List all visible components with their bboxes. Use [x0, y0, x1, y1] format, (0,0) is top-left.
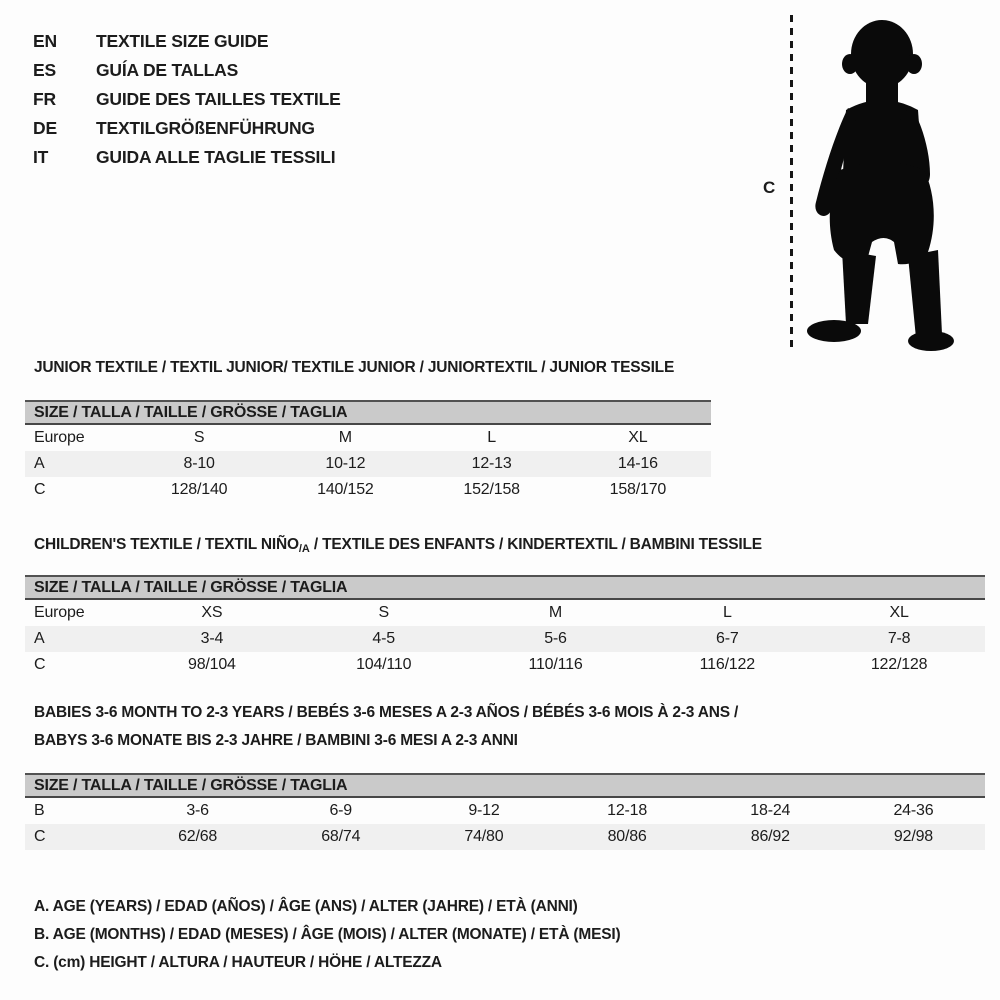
babies-size-bar: SIZE / TALLA / TAILLE / GRÖSSE / TAGLIA [25, 773, 985, 798]
table-row [25, 798, 985, 824]
table-cell: 3-4 [200, 630, 224, 647]
table-cell: L [487, 429, 496, 446]
table-cell: 110/116 [528, 656, 583, 673]
table-cell: 68/74 [321, 828, 361, 845]
row-label: C [34, 828, 46, 845]
table-cell: XL [889, 604, 909, 621]
table-cell: M [338, 429, 352, 446]
table-cell: 8-10 [183, 455, 215, 472]
table-cell: 140/152 [317, 481, 374, 498]
children-table [25, 575, 985, 678]
table-row [25, 626, 985, 652]
row-label: Europe [34, 429, 85, 446]
table-row [25, 451, 711, 477]
table-cell: 74/80 [464, 828, 504, 845]
note-b: B. AGE (MONTHS) / EDAD (MESES) / ÂGE (MOIS) / ALTER (MONATE) / ETÀ (MESI) [34, 926, 621, 943]
table-row [25, 652, 985, 678]
table-cell: M [548, 604, 563, 621]
children-size-bar: SIZE / TALLA / TAILLE / GRÖSSE / TAGLIA [25, 575, 985, 600]
row-label: C [34, 656, 46, 673]
table-cell: 104/110 [356, 656, 412, 673]
language-title: GUIDA ALLE TAGLIE TESSILI [96, 147, 336, 167]
junior-heading: JUNIOR TEXTILE / TEXTIL JUNIOR/ TEXTILE JUNIOR / JUNIORTEXTIL / JUNIOR TESSILE [34, 359, 675, 376]
table-row [25, 425, 711, 451]
row-label: Europe [34, 604, 85, 621]
note-a: A. AGE (YEARS) / EDAD (AÑOS) / ÂGE (ANS) / ALTER (JAHRE) / ETÀ (ANNI) [34, 898, 578, 915]
note-c: C. (cm) HEIGHT / ALTURA / HAUTEUR / HÖHE / ALTEZZA [34, 954, 442, 971]
row-label: A [34, 630, 45, 647]
table-cell: 7-8 [887, 630, 911, 647]
language-row-en [33, 27, 341, 56]
table-cell: 86/92 [750, 828, 790, 845]
children-heading [34, 531, 762, 563]
table-row [25, 477, 711, 503]
row-label: B [34, 802, 45, 819]
table-cell: 10-12 [325, 455, 366, 472]
language-title: TEXTILE SIZE GUIDE [96, 31, 269, 51]
babies-heading-line2: BABYS 3-6 MONATE BIS 2-3 JAHRE / BAMBINI 3-6 MESI A 2-3 ANNI [34, 732, 518, 749]
table-cell: 12-13 [471, 455, 512, 472]
junior-size-bar: SIZE / TALLA / TAILLE / GRÖSSE / TAGLIA [25, 400, 711, 425]
height-dotted-line [790, 15, 793, 347]
table-cell: 152/158 [463, 481, 520, 498]
table-cell: L [722, 604, 732, 621]
language-row-fr [33, 85, 341, 114]
language-title: TEXTILGRÖßENFÜHRUNG [96, 118, 315, 138]
children-heading-pre: CHILDREN'S TEXTILE / TEXTIL NIÑO [34, 536, 299, 553]
table-cell: 98/104 [188, 656, 236, 673]
table-cell: 24-36 [893, 802, 934, 819]
language-row-es [33, 56, 341, 85]
children-heading-post: / TEXTILE DES ENFANTS / KINDERTEXTIL / BAMBINI TESSILE [309, 536, 762, 553]
babies-heading [34, 699, 738, 755]
row-label: A [34, 455, 45, 472]
language-code: DE [33, 118, 57, 138]
table-cell: S [193, 429, 205, 446]
junior-table [25, 400, 711, 503]
table-cell: 5-6 [544, 630, 567, 647]
language-code: ES [33, 60, 56, 80]
children-heading-sub: /A [298, 543, 310, 555]
table-cell: 9-12 [468, 802, 500, 819]
babies-table [25, 773, 985, 850]
language-list [33, 27, 341, 172]
table-cell: 122/128 [870, 656, 928, 673]
language-title: GUÍA DE TALLAS [96, 60, 239, 80]
language-code: FR [33, 89, 56, 109]
babies-heading-line1: BABIES 3-6 MONTH TO 2-3 YEARS / BEBÉS 3-6 MESES A 2-3 AÑOS / BÉBÉS 3-6 MOIS À 2-3 ANS / [34, 704, 739, 721]
legend-notes [34, 893, 620, 977]
table-cell: 128/140 [170, 481, 228, 498]
toddler-silhouette-icon [800, 12, 965, 352]
table-cell: 14-16 [617, 455, 658, 472]
table-cell: XL [628, 429, 648, 446]
row-label: C [34, 481, 46, 498]
table-cell: 3-6 [186, 802, 209, 819]
table-cell: 116/122 [699, 656, 755, 673]
table-cell: 158/170 [609, 481, 667, 498]
table-cell: 80/86 [607, 828, 647, 845]
table-cell: XS [201, 604, 223, 621]
table-cell: 18-24 [750, 802, 791, 819]
table-row [25, 600, 985, 626]
table-cell: 6-9 [329, 802, 353, 819]
language-code: IT [33, 147, 49, 167]
table-cell: 62/68 [178, 828, 218, 845]
table-cell: 12-18 [607, 802, 648, 819]
language-row-de [33, 114, 341, 143]
table-cell: 4-5 [372, 630, 395, 647]
table-row [25, 824, 985, 850]
language-code: EN [33, 31, 57, 51]
language-row-it [33, 143, 341, 172]
language-title: GUIDE DES TAILLES TEXTILE [96, 89, 341, 109]
table-cell: 6-7 [716, 630, 739, 647]
height-label-c: C [763, 178, 776, 197]
table-cell: 92/98 [893, 828, 933, 845]
table-cell: S [378, 604, 389, 621]
